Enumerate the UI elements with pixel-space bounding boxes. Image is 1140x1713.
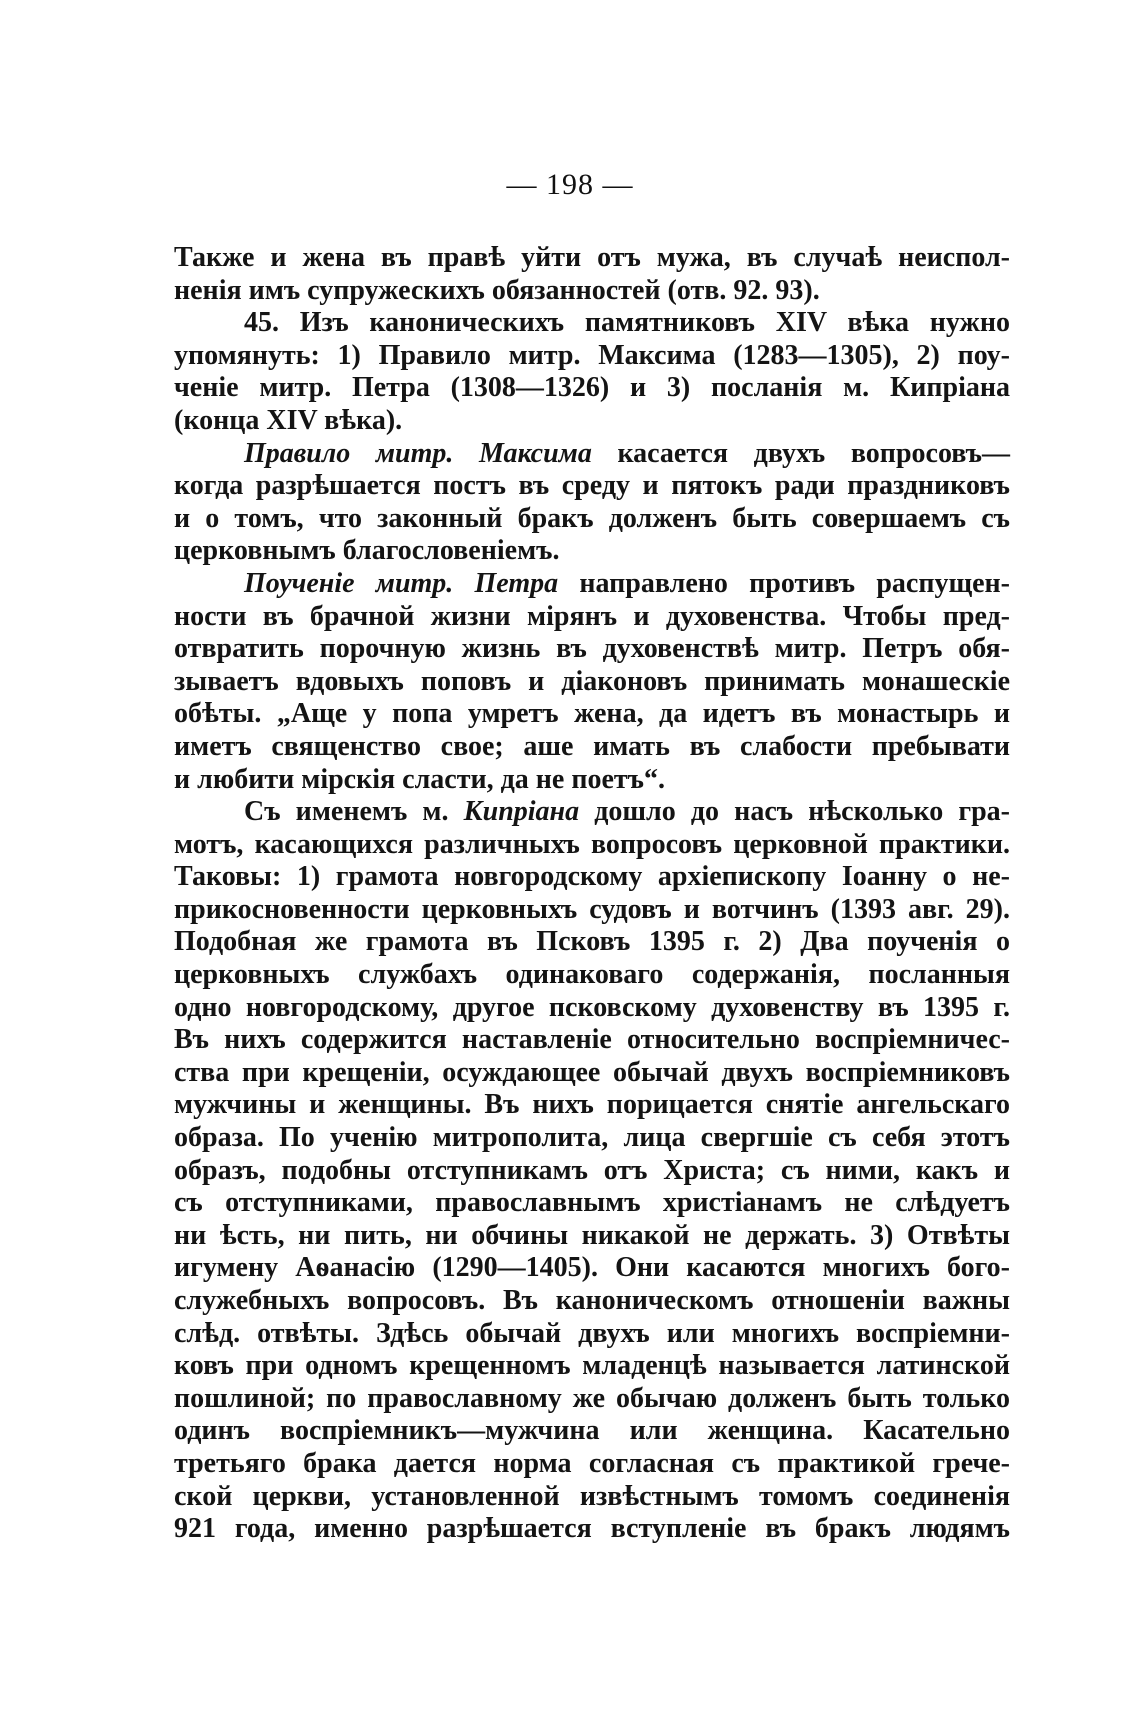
text-line — [174, 1089, 1010, 1122]
text-line — [174, 731, 1010, 764]
text-line — [174, 1024, 1010, 1057]
italic-phrase: Поученіе митр. Петра — [244, 567, 559, 599]
text-line — [174, 1513, 1010, 1546]
text-line — [174, 829, 1010, 862]
text-run: игумену Аѳанасію (1290—1405). Они касаются многихъ бого- — [174, 1252, 1010, 1284]
text-run: одинъ воспріемникъ—мужчина или женщина. Касательно — [174, 1415, 1010, 1447]
text-run: направлено противъ распущен- — [558, 567, 1010, 599]
text-run: мотъ, касающихся различныхъ вопросовъ церковной практики. — [174, 828, 1010, 860]
text-run: слѣд. отвѣты. Здѣсь обычай двухъ или многихъ воспріемни- — [174, 1317, 1010, 1349]
text-run: ской церкви, установленной извѣстнымъ томомъ соединенія — [174, 1480, 1010, 1512]
text-line — [174, 568, 1010, 601]
text-run: (конца XIV вѣка). — [174, 404, 403, 436]
text-run: когда разрѣшается постъ въ среду и пятокъ ради праздниковъ — [174, 470, 1010, 502]
text-line — [174, 1415, 1010, 1448]
text-run: и о томъ, что законный бракъ долженъ быть совершаемъ съ — [174, 502, 1010, 534]
text-run: ненія имъ супружескихъ обязанностей (отв. 92. 93). — [174, 274, 820, 306]
text-line — [174, 1057, 1010, 1090]
text-line — [174, 1318, 1010, 1351]
text-line — [174, 1155, 1010, 1188]
text-line — [174, 1220, 1010, 1253]
text-line — [174, 1252, 1010, 1285]
text-run: служебныхъ вопросовъ. Въ каноническомъ отношеніи важны — [174, 1285, 1010, 1316]
text-line — [174, 633, 1010, 666]
text-line — [174, 959, 1010, 992]
text-run: дошло до насъ нѣсколько гра- — [579, 796, 1010, 828]
text-line — [174, 666, 1010, 699]
text-run: одно новгородскому, другое псковскому духовенству въ 1395 г. — [174, 991, 1010, 1023]
text-run: образа. По ученію митрополита, лица свергшіе съ себя этотъ — [174, 1122, 1010, 1154]
text-run: церковныхъ службахъ одинаковаго содержанія, посланныя — [174, 959, 1010, 991]
text-line — [174, 861, 1010, 894]
text-run: обѣты. „Аще у попа умретъ жена, да идетъ въ монастырь и — [174, 698, 1010, 730]
text-line — [174, 1350, 1010, 1383]
italic-phrase: Правило митр. Максима — [244, 437, 592, 469]
text-line — [174, 1187, 1010, 1220]
text-line — [174, 698, 1010, 731]
text-line — [174, 1285, 1010, 1318]
text-run: ства при крещеніи, осуждающее обычай двухъ воспріемниковъ — [174, 1056, 1010, 1088]
text-line — [174, 1448, 1010, 1481]
text-line — [174, 894, 1010, 927]
text-line — [174, 764, 1010, 797]
body-text — [174, 242, 1010, 1546]
text-line — [174, 992, 1010, 1025]
text-line — [174, 242, 1010, 275]
text-run: мужчины и женщины. Въ нихъ порицается снятіе ангельскаго — [174, 1089, 1010, 1121]
text-line — [174, 1383, 1010, 1416]
text-line — [174, 1481, 1010, 1514]
text-run: 921 года, именно разрѣшается вступленіе въ бракъ людямъ — [174, 1513, 1010, 1545]
text-line — [174, 438, 1010, 471]
text-line — [174, 535, 1010, 568]
text-run: третьяго брака дается норма согласная съ практикой грече- — [174, 1447, 1010, 1479]
text-run: ченіе митр. Петра (1308—1326) и 3) посланія м. Кипріана — [174, 372, 1010, 404]
text-run: пошлиной; по православному же обычаю долженъ быть только — [174, 1382, 1010, 1414]
text-line — [174, 926, 1010, 959]
text-run: зываетъ вдовыхъ поповъ и діаконовъ принимать монашескіе — [174, 665, 1010, 697]
italic-phrase: Кипріана — [463, 796, 580, 828]
text-run: ности въ брачной жизни мірянъ и духовенства. Чтобы пред- — [174, 600, 1010, 632]
text-run: образъ, подобны отступникамъ отъ Христа; съ ними, какъ и — [174, 1154, 1010, 1186]
text-line — [174, 503, 1010, 536]
text-run: Въ нихъ содержится наставленіе относительно воспріемничес- — [174, 1024, 1010, 1056]
text-line — [174, 796, 1010, 829]
text-line — [174, 372, 1010, 405]
text-run: ковъ при одномъ крещенномъ младенцѣ называется латинской — [174, 1350, 1010, 1382]
text-run: съ отступниками, православнымъ христіанамъ не слѣдуетъ — [174, 1187, 1010, 1219]
text-run: церковнымъ благословеніемъ. — [174, 535, 560, 567]
text-run: Также и жена въ правѣ уйти отъ мужа, въ случаѣ неиспол- — [174, 242, 1010, 273]
text-line — [174, 405, 1010, 438]
text-run: иметъ священство свое; аше имать въ слабости пребывати — [174, 730, 1010, 762]
text-line — [174, 275, 1010, 308]
page-number: — 198 — — [506, 168, 634, 201]
text-line — [174, 340, 1010, 373]
text-run: отвратить порочную жизнь въ духовенствѣ митр. Петръ обя- — [174, 633, 1010, 665]
text-line — [174, 470, 1010, 503]
text-run: ни ѣсть, ни пить, ни обчины никакой не держать. 3) Отвѣты — [174, 1219, 1010, 1251]
text-run: прикосновенности церковныхъ судовъ и вотчинъ (1393 авг. 29). — [174, 893, 1010, 925]
text-run: касается двухъ вопросовъ— — [591, 437, 1010, 469]
text-run: Съ именемъ м. — [244, 796, 464, 828]
text-run: Подобная же грамота въ Псковъ 1395 г. 2) Два поученія о — [174, 926, 1010, 958]
text-line — [174, 601, 1010, 634]
text-run: 45. Изъ каноническихъ памятниковъ XIV вѣка нужно — [244, 307, 1010, 339]
text-run: и любити мірскія сласти, да не поетъ“. — [174, 763, 665, 795]
text-run: упомянуть: 1) Правило митр. Максима (1283—1305), 2) поу- — [174, 339, 1010, 371]
text-line — [174, 1122, 1010, 1155]
text-run: Таковы: 1) грамота новгородскому архіепископу Іоанну о не- — [174, 861, 1010, 893]
text-line — [174, 307, 1010, 340]
